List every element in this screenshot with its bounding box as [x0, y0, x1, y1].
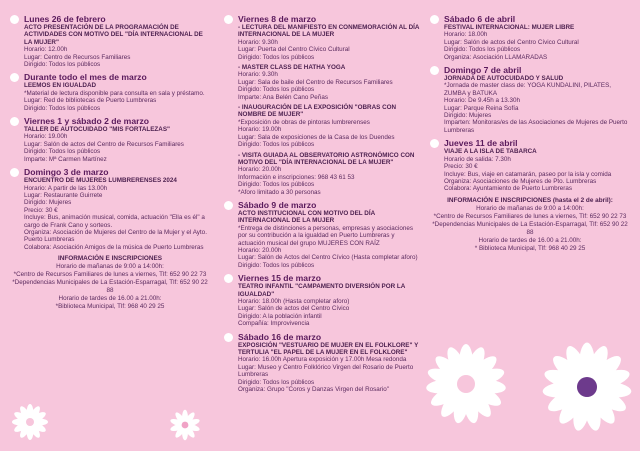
- event-item: [224, 14, 422, 196]
- event-item: [224, 200, 422, 269]
- event-title: TEATRO INFANTIL "CAMPAMENTO DIVERSIÓN POR LA IGUALDAD": [238, 283, 406, 298]
- event-date: Viernes 1 y sábado 2 de marzo: [24, 116, 149, 127]
- event-title: JORNADA DE AUTOCUIDADO Y SALUD: [444, 75, 564, 83]
- info-line: Horario de tardes de 16.00 a 21.00h:: [58, 295, 162, 303]
- info-heading: INFORMACIÓN E INSCRIPCIONES (hasta el 2 de abril):: [447, 196, 613, 204]
- info-block: [10, 255, 210, 311]
- event-detail: Incluye: Bus, viaje en catamarán, paseo por la isla y comida: [444, 170, 612, 178]
- event-detail: Dirigido: Todos los públicos: [24, 61, 101, 69]
- event-item: [10, 116, 210, 163]
- sub-event-detail: Lugar: Sala de baile del Centro de Recursos Familiares: [238, 78, 393, 86]
- sub-event-detail: Lugar: Sala de exposiciones de la Casa de los Duendes: [238, 133, 395, 141]
- event-date: Sábado 6 de abril: [444, 14, 516, 24]
- event-detail: Dirigido: Todos los públicos: [444, 46, 521, 54]
- event-detail: Lugar: Parque Reina Sofía: [444, 104, 519, 112]
- event-detail: Dirigido: Todos los públicos: [238, 261, 315, 269]
- event-title: EXPOSICIÓN "VESTUARIO DE MUJER EN EL FOLKLORE" Y TERTULIA "EL PAPEL DE LA MUJER EN EL FOLKLORE": [238, 341, 419, 357]
- event-detail: Dirigido: Mujeres: [444, 112, 492, 120]
- column-1: [10, 14, 210, 311]
- event-detail: Organiza: Grupo "Coros y Danzas Virgen del Rosario": [238, 386, 390, 394]
- event-detail: Horario: 20.00h: [238, 246, 282, 254]
- bullet-dot-icon: [224, 15, 233, 24]
- sub-event-detail: Horario: 9.30h: [238, 71, 278, 79]
- event-item: [10, 14, 210, 68]
- event-detail: Horario: 16.00h Apertura exposición y 17.00h Mesa redonda: [238, 356, 407, 364]
- event-detail: Horario: 12.00h: [24, 46, 68, 54]
- event-detail: Lugar: Salón de actos del Centro Cívico Cultural: [444, 38, 579, 46]
- event-date: Viernes 15 de marzo: [238, 273, 321, 284]
- sub-event: [238, 64, 422, 101]
- event-detail: Lugar: Centro de Recursos Familiares: [24, 53, 131, 61]
- event-detail: Organiza: Asociación LLAMARADAS: [444, 53, 548, 61]
- event-detail: Horario de salida: 7.30h: [444, 155, 511, 163]
- event-detail: Horario: 18.00h: [444, 31, 488, 39]
- info-line: Horario de mañanas de 9:00 a 14:00h:: [476, 204, 584, 212]
- sub-event-detail: Horario: 20.00h: [238, 166, 282, 174]
- event-detail: Precio: 30 €: [444, 163, 478, 171]
- event-detail: *Material de lectura disponible para consulta en sala y préstamo.: [24, 89, 205, 97]
- event-detail: *Jornada de master class de: YOGA KUNDALINI, PILATES, ZUMBA y BATUKA: [444, 82, 612, 97]
- event-detail: Colabora: Ayuntamiento de Puerto Lumbreras: [444, 185, 572, 193]
- event-title: ACTO PRESENTACIÓN DE LA PROGRAMACIÓN DE ACTIVIDADES CON MOTIVO DEL "DÍA INTERNACIONAL DE LA MUJER": [24, 24, 203, 46]
- event-detail: Dirigido: Todos los públicos: [238, 53, 315, 61]
- event-date: Jueves 11 de abril: [444, 138, 518, 149]
- bullet-dot-icon: [10, 168, 19, 177]
- bullet-dot-icon: [10, 117, 19, 126]
- event-detail: Organiza: Asociaciones de Mujeres de Pto. Lumbreras: [444, 177, 597, 185]
- event-detail: Lugar: Museo y Centro Folklórico Virgen del Rosario de Puerto Lumbreras: [238, 363, 414, 379]
- flower-icon: [168, 408, 202, 442]
- event-detail: Compañía: Improvivencia: [238, 320, 310, 328]
- event-item: [224, 273, 422, 327]
- event-detail: Horario: 18.00h (Hasta completar aforo): [238, 298, 350, 305]
- event-detail: Dirigido: Todos los públicos: [24, 104, 101, 112]
- event-item: [430, 65, 630, 134]
- event-detail: Dirigido: A la población infantil: [238, 312, 322, 320]
- sub-event-detail: Imparte: Ana Belén Cano Peñas: [238, 93, 328, 101]
- sub-event-detail: Dirigido: Todos los públicos: [238, 141, 315, 149]
- event-date: Sábado 9 de marzo: [238, 199, 317, 210]
- sub-event-title: - MASTER CLASS DE HATHA YOGA: [238, 64, 346, 72]
- event-detail: Lugar: Puerta del Centro Cívico Cultural: [238, 46, 350, 54]
- event-detail: Lugar: Red de bibliotecas de Puerto Lumbreras: [24, 97, 157, 105]
- event-date: Lunes 26 de febrero: [24, 14, 106, 24]
- column-3: [430, 14, 630, 253]
- event-detail: Lugar: Salón de actos del Centro Cívico: [238, 305, 350, 313]
- event-detail: Imparte: Mª Carmen Martínez: [24, 155, 107, 163]
- event-detail: Precio: 30 €: [24, 206, 58, 214]
- bullet-dot-icon: [10, 73, 19, 82]
- sub-event-detail: Dirigido: Todos los públicos: [238, 86, 315, 94]
- info-heading: INFORMACIÓN E INSCRIPCIONES: [57, 255, 163, 263]
- bullet-dot-icon: [430, 66, 439, 75]
- event-title: FESTIVAL INTERNACIONAL: MUJER LIBRE: [444, 24, 575, 31]
- event-detail: Horario: De 9.45h a 13.30h: [444, 97, 520, 105]
- flower-icon: [538, 338, 636, 436]
- event-date: Domingo 7 de abril: [444, 65, 522, 76]
- event-item: [10, 72, 210, 112]
- flower-icon: [10, 402, 50, 442]
- event-item: [224, 332, 422, 394]
- event-title: ENCUENTRO DE MUJERES LUMBRERENSES 2024: [24, 177, 177, 185]
- event-date: Sábado 16 de marzo: [238, 331, 322, 342]
- info-line: *Centro de Recursos Familiares de lunes a viernes, Tlf: 652 90 22 73 *Dependencias Municipales de La Estación-Esparragal, Tlf: 652 90 22 88: [432, 212, 628, 236]
- event-title: VIAJE A LA ISLA DE TABARCA: [444, 148, 537, 156]
- event-item: [430, 14, 630, 61]
- event-detail: Lugar: Salón de actos del Centro de Recursos Familiares: [24, 140, 184, 148]
- info-line: *Biblioteca Municipal, Tlf: 968 40 29 25: [55, 303, 165, 311]
- info-block: [430, 197, 630, 253]
- event-detail: Lugar: Salón de Actos del Centro Cívico (Hasta completar aforo): [238, 254, 418, 262]
- sub-event-detail: Horario: 19.00h: [238, 126, 282, 134]
- event-detail: Horario: A partir de las 13.00h: [24, 184, 108, 192]
- event-date: Viernes 8 de marzo: [238, 14, 317, 24]
- event-date: Domingo 3 de marzo: [24, 167, 109, 178]
- sub-event-detail: Información e inscripciones: 968 43 61 53: [238, 173, 355, 181]
- bullet-dot-icon: [430, 15, 439, 24]
- sub-event-detail: *Exposición de obras de pintoras lumbrerenses: [238, 118, 370, 126]
- sub-event: [238, 104, 422, 148]
- event-detail: Horario: 9.30h: [238, 38, 278, 46]
- event-detail: Dirigido: Todos los públicos: [238, 378, 315, 386]
- sub-event-title: - VISITA GUIADA AL OBSERVATORIO ASTRONÓMICO CON MOTIVO DEL "DÍA INTERNACIONAL DE LA MUJER": [238, 151, 415, 166]
- info-line: Horario de tardes de 16.00 a 21.00h:: [478, 236, 582, 244]
- event-detail: Colabora: Asociación Amigos de la música de Puerto Lumbreras: [24, 243, 204, 251]
- column-2: [224, 14, 422, 397]
- event-detail: Incluye: Bus, animación musical, comida, actuación "Ella es él" a cargo de Frank Cano y sorteos.: [24, 214, 205, 229]
- event-detail: *Entrega de distinciones a personas, empresas y asociaciones por su contribución a la igualdad en Puerto Lumbreras y actuación musical del grupo MUJERES CON RAÍZ: [238, 224, 414, 247]
- event-title: LEEMOS EN IGUALDAD: [24, 82, 97, 90]
- event-detail: Organiza: Asociación de Mujeres del Centro de la Mujer y el Ayto. Puerto Lumbreras: [24, 228, 207, 244]
- event-detail: Dirigido: Mujeres: [24, 199, 72, 207]
- bullet-dot-icon: [10, 15, 19, 24]
- event-item: [430, 138, 630, 192]
- flower-icon: [422, 340, 510, 428]
- event-item: [10, 167, 210, 251]
- info-line: Horario de mañanas de 9:00 a 14:00h:: [56, 263, 164, 271]
- sub-event-title: - INAUGURACIÓN DE LA EXPOSICIÓN "OBRAS CON NOMBRE DE MUJER": [238, 104, 397, 119]
- event-detail: Dirigido: Todos los públicos: [24, 148, 101, 156]
- info-line: * Biblioteca Municipal, Tlf: 968 40 29 25: [474, 244, 586, 252]
- event-detail: Imparten: Monitoras/es de las Asociaciones de Mujeres de Puerto Lumbreras: [444, 119, 628, 134]
- bullet-dot-icon: [430, 139, 439, 148]
- event-date: Durante todo el mes de marzo: [24, 72, 147, 83]
- bullet-dot-icon: [224, 274, 233, 283]
- event-title: TALLER DE AUTOCUIDADO "MIS FORTALEZAS": [24, 126, 171, 134]
- info-line: *Centro de Recursos Familiares de lunes a viernes, Tlf: 652 90 22 73 *Dependencias Municipales de La Estación-Esparragal, Tlf: 652 90 22 88: [12, 271, 208, 295]
- bullet-dot-icon: [224, 201, 233, 210]
- sub-event: [238, 152, 422, 196]
- event-title: - LECTURA DEL MANIFIESTO EN CONMEMORACIÓN AL DÍA INTERNACIONAL DE LA MUJER: [238, 24, 420, 39]
- event-detail: Horario: 19.00h: [24, 133, 68, 141]
- event-title: ACTO INSTITUCIONAL CON MOTIVO DEL DÍA INTERNACIONAL DE LA MUJER: [238, 209, 375, 225]
- event-detail: Lugar: Restaurante Guirrete: [24, 191, 103, 199]
- sub-event-detail: *Aforo limitado a 30 personas: [238, 188, 321, 196]
- sub-event-detail: Dirigido: Todos los públicos: [238, 181, 315, 189]
- bullet-dot-icon: [224, 333, 233, 342]
